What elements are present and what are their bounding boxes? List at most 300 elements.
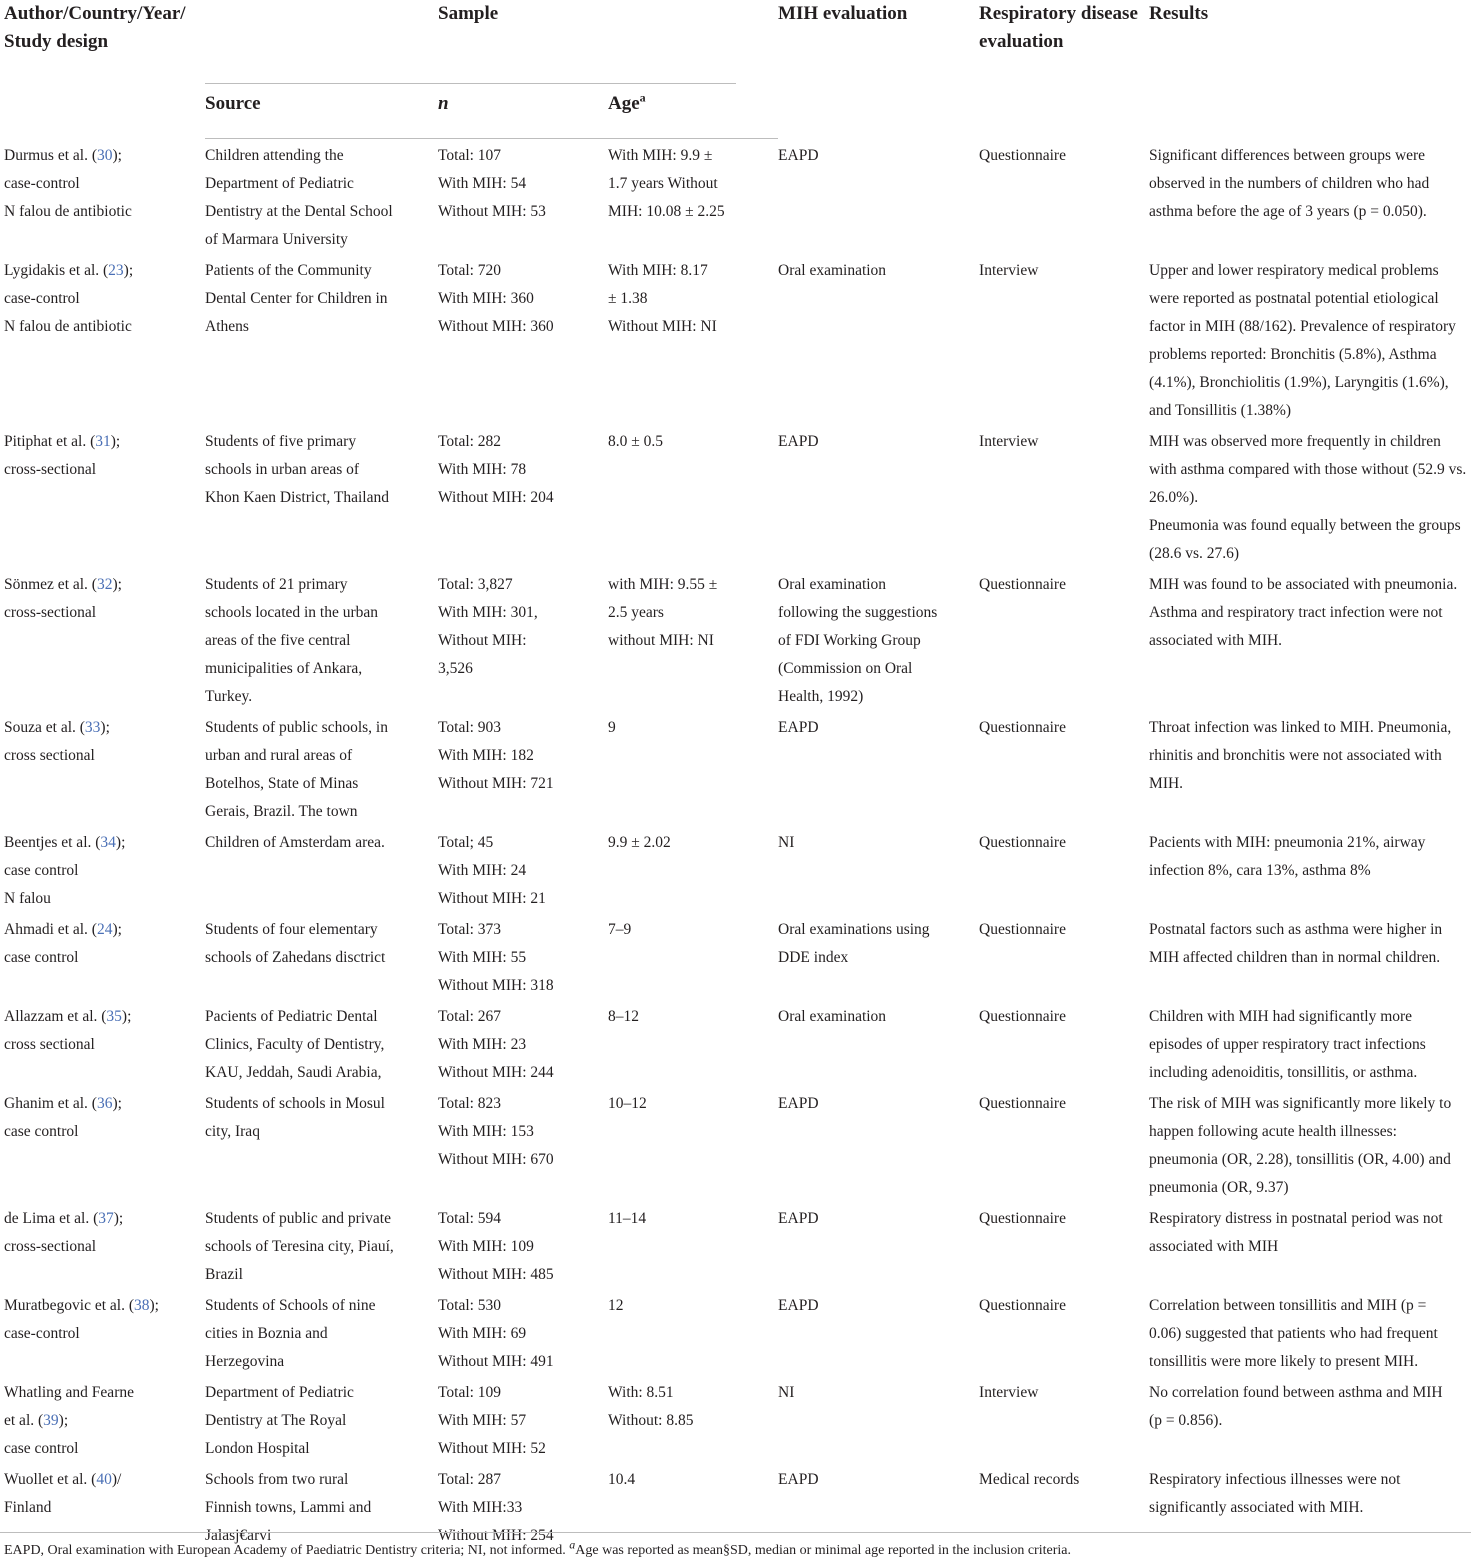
author-suffix: ); [121,1008,132,1025]
cell-source-line: of Marmara University [205,231,348,248]
author-name: Pitiphat et al. ( [4,433,96,450]
cell-results-line: Pacients with MIH: pneumonia 21%, airway [1149,834,1426,851]
cell-results-line: Postnatal factors such as asthma were higher in [1149,921,1443,938]
cell-mih-line: NI [778,1384,795,1401]
cell-source-line: Botelhos, State of Minas [205,775,359,792]
cell-results [1149,425,1471,568]
cell-n-line: Without MIH: 485 [438,1266,554,1283]
reference-link[interactable]: 30 [96,146,113,164]
author-suffix: ); [149,1297,159,1314]
cell-results-line: Throat infection was linked to MIH. Pneumonia, [1149,719,1452,736]
author-name: et al. ( [4,1412,44,1429]
cell-results-line: MIH was observed more frequently in children [1149,433,1441,450]
cell-resp [979,1376,1149,1463]
cell-results-line: were reported as postnatal potential etiological [1149,290,1439,307]
cell-source [205,568,438,711]
cell-results-line: factor in MIH (88/162). Prevalence of respiratory [1149,318,1456,335]
cell-results-line: MIH affected children than in normal children. [1149,949,1441,966]
cell-source-line: Turkey. [205,688,253,705]
reference-link[interactable]: 36 [96,1095,113,1112]
footnote-sup: a [569,1537,576,1552]
cell-source [205,913,438,1000]
cell-mih-line: EAPD [778,1471,819,1488]
reference-link[interactable]: 38 [133,1297,150,1314]
author-suffix: ); [113,1210,124,1227]
cell-results-line: Respiratory infectious illnesses were not [1149,1471,1401,1488]
cell-age-line: 9.9 ± 2.02 [608,834,671,851]
cell-n-line: Without MIH: [438,632,527,649]
cell-source-line: Schools from two rural [205,1471,349,1488]
author-name: Ghanim et al. ( [4,1095,97,1112]
header-age-label: Age [608,93,640,114]
table-row [0,425,1471,568]
author-line: cross-sectional [4,461,97,478]
footnote-text: EAPD, Oral examination with European Academy of Paediatric Dentistry criteria; NI, not informed. [4,1543,570,1558]
header-author-line: Author/Country/Year/ [4,3,186,24]
cell-mih-line: Oral examinations using [778,921,930,938]
header-author-line: Study design [4,31,109,52]
cell-age-line: 9 [608,719,616,736]
cell-resp-line: Interview [979,262,1039,279]
author-name: Souza et al. ( [4,719,85,736]
cell-author [0,1087,205,1202]
cell-age-line: 8–12 [608,1008,639,1025]
cell-resp-line: Questionnaire [979,1210,1066,1227]
cell-n-line: With MIH: 301, [438,604,538,621]
cell-mih [778,254,979,425]
cell-age [608,711,778,826]
cell-n [438,1087,608,1202]
table-row [0,913,1471,1000]
header-mih: MIH evaluation [778,3,908,24]
cell-n-line: Without MIH: 204 [438,489,554,506]
cell-source [205,1202,438,1289]
cell-resp [979,1087,1149,1202]
cell-resp-line: Interview [979,1384,1039,1401]
cell-results-line: episodes of upper respiratory tract infections [1149,1036,1426,1053]
cell-resp [979,1000,1149,1087]
cell-mih [778,568,979,711]
cell-mih-line: following the suggestions [778,604,938,621]
cell-source-line: urban and rural areas of [205,747,353,764]
cell-source-line: Dentistry at the Dental School [205,203,393,220]
header-sample [205,0,778,84]
cell-resp [979,711,1149,826]
cell-n-line: With MIH: 78 [438,461,527,478]
cell-mih-line: EAPD [778,1210,819,1227]
cell-age [608,826,778,913]
cell-source [205,826,438,913]
cell-mih-line: EAPD [778,719,819,736]
reference-link[interactable]: 39 [43,1412,59,1429]
cell-age-line: 10.4 [608,1471,636,1488]
cell-source-line: Department of Pediatric [205,175,354,192]
cell-source-line: Finnish towns, Lammi and [205,1499,372,1516]
cell-results [1149,568,1471,711]
reference-link[interactable]: 32 [96,576,113,593]
cell-resp-line: Questionnaire [979,1095,1066,1112]
cell-n-line: Total: 267 [438,1008,502,1025]
author-line: case control [4,1440,79,1457]
cell-age-line: 11–14 [608,1210,647,1227]
cell-resp-line: Interview [979,433,1039,450]
cell-results [1149,1376,1471,1463]
cell-results-line: MIH was found to be associated with pneumonia. [1149,576,1458,593]
cell-source-line: Brazil [205,1266,243,1283]
cell-results-line: Correlation between tonsillitis and MIH (p = [1149,1297,1427,1314]
cell-n-line: Total: 720 [438,262,502,279]
cell-resp [979,254,1149,425]
cell-results-line: problems reported: Bronchitis (5.8%), Asthma [1149,346,1437,363]
header-results: Results [1149,3,1209,24]
cell-age [608,913,778,1000]
cell-age-line: 1.7 years Without [608,175,718,192]
cell-mih [778,711,979,826]
cell-mih-line: of FDI Working Group [778,632,921,649]
author-line: case-control [4,174,80,192]
cell-resp-line: Questionnaire [979,1008,1066,1025]
header-sample-label: Sample [438,3,499,24]
cell-mih-line: Oral examination [778,576,887,593]
cell-author [0,1289,205,1376]
cell-source-line: schools located in the urban [205,604,379,621]
cell-age-line: 8.0 ± 0.5 [608,433,664,450]
cell-n [438,913,608,1000]
reference-link[interactable]: 24 [96,921,113,938]
cell-n-line: Total: 287 [438,1471,502,1488]
cell-results-line: (28.6 vs. 27.6) [1149,545,1240,562]
cell-source-line: schools in urban areas of [205,461,360,478]
author-suffix: ); [112,1095,122,1112]
author-line [4,428,205,456]
cell-author [0,826,205,913]
cell-author [0,425,205,568]
author-suffix: ); [58,1412,69,1429]
reference-link[interactable]: 40 [96,1471,112,1488]
cell-results-line: significantly associated with MIH. [1149,1499,1364,1516]
author-line: case control [4,1123,79,1140]
cell-mih [778,1289,979,1376]
cell-source [205,425,438,568]
cell-age [608,139,778,255]
author-line: case control [4,862,79,879]
cell-age-line: With MIH: 8.17 [608,262,708,279]
cell-results-line: pneumonia (OR, 9.37) [1149,1179,1289,1196]
author-line [4,916,205,944]
cell-source-line: Pacients of Pediatric Dental [205,1008,378,1025]
cell-n-line: Without MIH: 254 [438,1527,554,1544]
author-line: N falou de antibiotic [4,318,132,335]
cell-n-line: With MIH: 69 [438,1325,527,1342]
cell-author [0,711,205,826]
cell-source-line: Children of Amsterdam area. [205,834,385,851]
cell-source-line: Dental Center for Children in [205,290,388,307]
cell-source-line: London Hospital [205,1440,310,1457]
cell-results-line: rhinitis and bronchitis were not associated with [1149,747,1442,764]
cell-results-line: Upper and lower respiratory medical problems [1149,262,1439,279]
reference-link[interactable]: 31 [95,433,111,450]
cell-source-line: areas of the five central [205,632,351,649]
cell-n-line: With MIH: 360 [438,290,534,307]
author-line [4,1205,205,1233]
cell-source-line: Students of public schools, in [205,719,388,736]
cell-source-line: Gerais, Brazil. The town [205,803,358,820]
cell-results-line: Pneumonia was found equally between the groups [1149,517,1461,534]
cell-source-line: municipalities of Ankara, [205,660,363,677]
cell-age [608,254,778,425]
cell-source-line: Students of schools in Mosul [205,1095,385,1112]
cell-n [438,711,608,826]
author-suffix: ); [112,921,122,938]
cell-n-line: Without MIH: 318 [438,977,554,994]
cell-n-line: With MIH: 54 [438,175,527,192]
cell-age-line: 12 [608,1297,624,1314]
header-age-sup: a [639,90,646,105]
author-name: Wuollet et al. ( [4,1471,97,1488]
cell-n-line: Without MIH: 52 [438,1440,546,1457]
cell-author [0,568,205,711]
cell-age-line: Without MIH: NI [608,318,717,335]
cell-source-line: KAU, Jeddah, Saudi Arabia, [205,1064,382,1081]
cell-mih-line: NI [778,834,795,851]
author-suffix: ); [100,719,110,736]
cell-mih [778,1000,979,1087]
cell-source [205,1289,438,1376]
cell-author [0,1202,205,1289]
cell-resp-line: Questionnaire [979,146,1066,164]
cell-n-line: Without MIH: 53 [438,203,546,220]
cell-resp-line: Questionnaire [979,921,1066,938]
table-body [0,139,1471,1551]
header-resp-line: disease [1080,3,1138,24]
author-suffix: ); [112,146,122,164]
author-line [4,1090,205,1118]
cell-age-line: 2.5 years [608,604,664,621]
cell-results [1149,1289,1471,1376]
cell-source [205,254,438,425]
header-age [608,84,778,139]
author-line: Finland [4,1499,52,1516]
cell-age [608,568,778,711]
cell-resp-line: Medical records [979,1471,1080,1488]
author-name: Muratbegovic et al. ( [4,1297,134,1314]
cell-results [1149,711,1471,826]
cell-source [205,711,438,826]
cell-source-line: Students of 21 primary [205,576,348,593]
cell-mih [778,1376,979,1463]
author-suffix: )/ [111,1471,122,1488]
header-author [0,0,205,139]
cell-mih-line: Oral examination [778,1008,887,1025]
cell-results-line: infection 8%, cara 13%, asthma 8% [1149,862,1371,879]
cell-mih-line: Health, 1992) [778,688,864,705]
author-suffix: ); [115,834,126,851]
cell-author [0,254,205,425]
cell-author [0,139,205,255]
author-name: Sönmez et al. ( [4,576,97,593]
cell-age-line: Without: 8.85 [608,1412,694,1429]
cell-source-line: Clinics, Faculty of Dentistry, [205,1036,385,1053]
table-row [0,1376,1471,1463]
cell-results-line: Asthma and respiratory tract infection were not [1149,604,1443,621]
author-suffix: ); [110,433,121,450]
cell-n-line: Total: 109 [438,1384,502,1401]
cell-results-line: observed in the numbers of children who had [1149,174,1430,192]
cell-results-line: tonsillitis were more likely to present MIH. [1149,1353,1419,1370]
cell-n-line: Total: 823 [438,1095,502,1112]
table-row [0,1289,1471,1376]
cell-results-line: asthma before the age of 3 years (p = 0.050). [1149,202,1427,220]
author-line: cross sectional [4,1036,95,1053]
author-name: de Lima et al. ( [4,1210,99,1227]
cell-source-line: city, Iraq [205,1123,260,1140]
cell-results [1149,1202,1471,1289]
author-line [4,1003,205,1031]
cell-source-line: Students of five primary [205,433,357,450]
reference-link[interactable]: 34 [100,834,116,851]
cell-n [438,826,608,913]
author-line: Whatling and Fearne [4,1384,134,1401]
cell-n-line: With MIH: 109 [438,1238,534,1255]
cell-results-line: MIH. [1149,775,1184,792]
cell-results [1149,913,1471,1000]
cell-results-line: (4.1%), Bronchiolitis (1.9%), Laryngitis (1.6%), [1149,374,1449,391]
author-name: Lygidakis et al. ( [4,262,109,279]
cell-source-line: Athens [205,318,249,335]
cell-results-line: pneumonia (OR, 2.28), tonsillitis (OR, 4.00) and [1149,1151,1451,1168]
author-line: cross-sectional [4,1238,97,1255]
cell-n [438,1202,608,1289]
cell-n-line: With MIH: 55 [438,949,527,966]
cell-age-line: MIH: 10.08 ± 2.25 [608,203,725,220]
cell-n-line: Total: 903 [438,719,502,736]
reference-link[interactable]: 33 [84,719,101,736]
cell-n-line: Without MIH: 721 [438,775,554,792]
cell-source [205,1000,438,1087]
cell-source [205,1087,438,1202]
author-line [4,142,205,170]
cell-n-line: With MIH:33 [438,1499,523,1516]
reference-link[interactable]: 23 [108,262,124,279]
cell-source-line: Students of public and private [205,1210,391,1227]
reference-link[interactable]: 37 [98,1210,114,1227]
table-row [0,254,1471,425]
header-source: Source [205,84,438,139]
author-line: N falou de antibiotic [4,202,132,220]
cell-mih-line: DDE index [778,949,849,966]
author-line [4,1466,205,1494]
cell-resp [979,1202,1149,1289]
table-row [0,711,1471,826]
cell-n-line: Total: 282 [438,433,502,450]
cell-mih [778,913,979,1000]
cell-n [438,1289,608,1376]
cell-n-line: Without MIH: 491 [438,1353,554,1370]
cell-results-line: and Tonsillitis (1.38%) [1149,402,1292,419]
cell-results [1149,254,1471,425]
author-suffix: ); [123,262,134,279]
cell-n-line: Total: 373 [438,921,502,938]
cell-mih [778,1202,979,1289]
cell-results-line: (p = 0.856). [1149,1412,1223,1429]
cell-resp-line: Questionnaire [979,1297,1066,1314]
cell-source-line: Jalasj€arvi [205,1527,272,1544]
cell-mih-line: EAPD [778,433,819,450]
header-n [438,84,608,139]
cell-n [438,1376,608,1463]
cell-mih-line: EAPD [778,1095,819,1112]
cell-results-line: The risk of MIH was significantly more likely to [1149,1095,1452,1112]
cell-age [608,1087,778,1202]
cell-mih-line: (Commission on Oral [778,660,913,677]
header-resp [979,0,1149,139]
cell-n-line: Without MIH: 21 [438,890,546,907]
cell-source-line: Department of Pediatric [205,1384,354,1401]
reference-link[interactable]: 35 [106,1008,122,1025]
cell-mih [778,1087,979,1202]
author-line: case-control [4,1325,80,1342]
cell-resp [979,913,1149,1000]
cell-source [205,1376,438,1463]
table-row [0,1087,1471,1202]
header-resp-line: evaluation [979,31,1064,52]
cell-mih-line: EAPD [778,146,819,164]
cell-n [438,254,608,425]
cell-age [608,425,778,568]
author-name: Beentjes et al. ( [4,834,101,851]
cell-age-line: 7–9 [608,921,632,938]
header-resp-line: Respiratory [979,3,1077,24]
cell-source-line: Students of four elementary [205,921,378,938]
cell-n-line: Total; 45 [438,834,494,851]
cell-results-line: 0.06) suggested that patients who had frequent [1149,1325,1438,1342]
author-line [4,571,205,599]
cell-n-line: Without MIH: 360 [438,318,554,335]
author-line: case control [4,949,79,966]
author-name: Allazzam et al. ( [4,1008,107,1025]
cell-age-line: With: 8.51 [608,1384,674,1401]
cell-results [1149,139,1471,255]
cell-n-line: Total: 107 [438,147,502,164]
footnote-text-2: Age was reported as mean§SD, median or minimal age reported in the inclusion criteria. [575,1543,1071,1558]
author-name: Ahmadi et al. ( [4,921,97,938]
author-line [4,1407,205,1435]
header-n-label: n [438,93,449,114]
table-footnote [0,1532,1471,1561]
cell-results-line: Significant differences between groups were [1149,146,1426,164]
cell-mih [778,826,979,913]
cell-results-line: associated with MIH. [1149,632,1283,649]
cell-results-line: 26.0%). [1149,489,1199,506]
cell-n-line: Without MIH: 244 [438,1064,554,1081]
cell-source [205,139,438,255]
author-line [4,1292,205,1320]
cell-mih-line: Oral examination [778,262,887,279]
cell-results [1149,826,1471,913]
cell-n-line: Total: 594 [438,1210,502,1227]
cell-n [438,425,608,568]
cell-author [0,913,205,1000]
cell-source-line: schools of Teresina city, Piauí, [205,1238,394,1255]
cell-age-line: ± 1.38 [608,290,648,307]
table-row [0,139,1471,255]
cell-n-line: Without MIH: 670 [438,1151,554,1168]
cell-n-line: With MIH: 57 [438,1412,527,1429]
cell-resp-line: Questionnaire [979,834,1066,851]
cell-n-line: With MIH: 23 [438,1036,527,1053]
cell-results-line: Respiratory distress in postnatal period was not [1149,1210,1443,1227]
author-line: N falou [4,890,51,907]
